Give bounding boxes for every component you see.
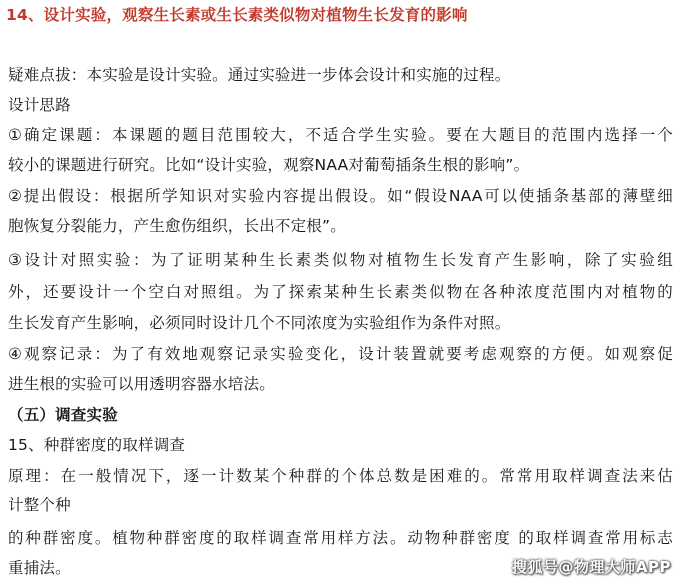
heading-14: 14、设计实验，观察生长素或生长素类似物对植物生长发育的影响 [6, 6, 468, 24]
line-step3-b: 外，还要设计一个空白对照组。为了探索某种生长素类似物在各种浓度范围内对植物的 [8, 283, 673, 301]
line-difficulty-tip: 疑难点拔：本实验是设计实验。通过实验进一步体会设计和实施的过程。 [8, 66, 511, 84]
line-step1-a: ①确定课题：本课题的题目范围较大，不适合学生实验。要在大题目的范围内选择一个 [8, 126, 673, 144]
line-step3-a: ③设计对照实验：为了证明某种生长素类似物对植物生长发育产生影响，除了实验组 [8, 251, 673, 269]
line-principle-b: 计整个种 [8, 496, 71, 514]
line-step4-a: ④观察记录：为了有效地观察记录实验变化，设计装置就要考虑观察的方便。如观察促 [8, 345, 673, 363]
line-step4-b: 进生根的实验可以用透明容器水培法。 [8, 375, 275, 393]
line-principle-d: 重捕法。 [8, 559, 71, 577]
line-principle-c: 的种群密度。植物种群密度的取样调查常用样方法。动物种群密度 的取样调查常用标志 [8, 529, 673, 547]
line-step3-c: 生长发育产生影响，必须同时设计几个不同浓度为实验组作为条件对照。 [8, 314, 511, 332]
line-item-15: 15、种群密度的取样调查 [8, 436, 186, 454]
line-step2-a: ②提出假设：根据所学知识对实验内容提出假设。如“假设NAA可以使插条基部的薄壁细 [8, 187, 673, 205]
line-step2-b: 胞恢复分裂能力，产生愈伤组织，长出不定根”。 [8, 217, 346, 235]
section-heading-survey: （五）调查实验 [8, 406, 118, 424]
line-design-idea: 设计思路 [8, 96, 71, 114]
line-principle-a: 原理：在一般情况下，逐一计数某个种群的个体总数是困难的。常常用取样调查法来估 [8, 467, 673, 485]
line-step1-b: 较小的课题进行研究。比如“设计实验，观察NAA对葡萄插条生根的影响”。 [8, 156, 530, 174]
watermark-text: 搜狐号@物理大师APP [511, 558, 671, 576]
